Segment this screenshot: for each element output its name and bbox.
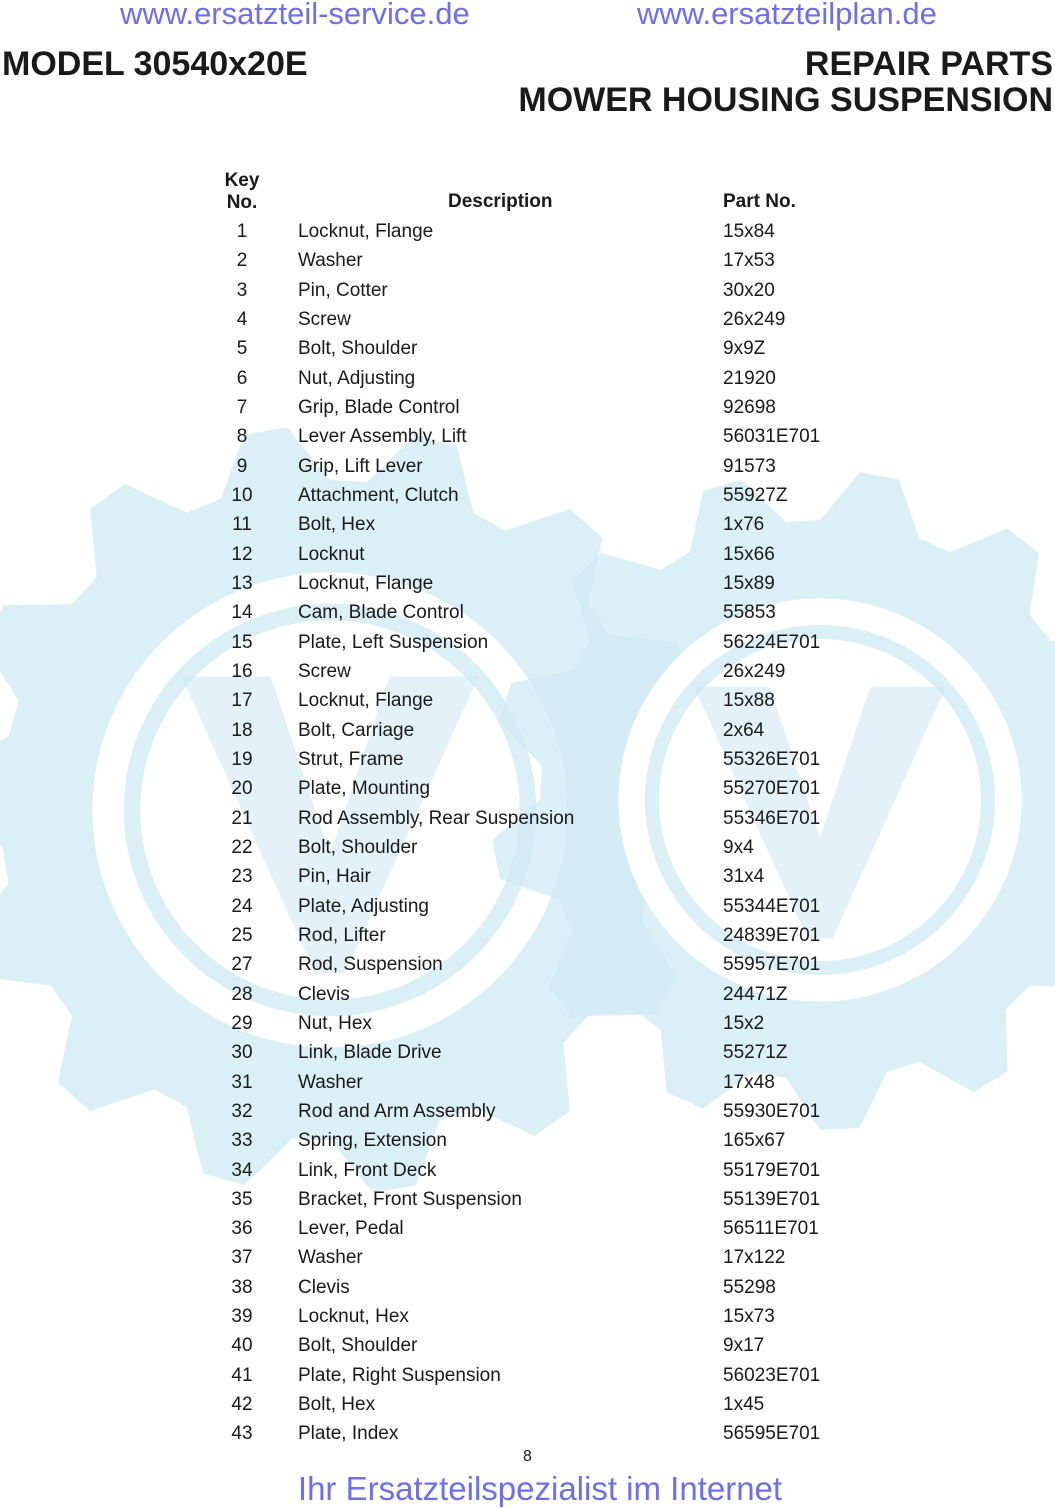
part-no-cell: 55326E701 xyxy=(723,748,821,770)
table-row xyxy=(0,922,1055,951)
description-cell: Strut, Frame xyxy=(298,748,404,770)
page-title: REPAIR PARTS xyxy=(804,45,1053,83)
part-no-cell: 31x4 xyxy=(723,866,765,888)
table-row xyxy=(0,1157,1055,1186)
description-cell: Locknut xyxy=(298,543,365,565)
key-no-cell: 30 xyxy=(231,1042,253,1064)
description-cell: Screw xyxy=(298,308,351,330)
table-row xyxy=(0,1186,1055,1215)
key-no-cell: 35 xyxy=(231,1188,253,1210)
part-no-cell: 15x88 xyxy=(723,690,775,712)
model-number: MODEL 30540x20E xyxy=(2,45,308,83)
key-no-cell: 2 xyxy=(236,250,248,272)
description-cell: Rod Assembly, Rear Suspension xyxy=(298,807,575,829)
watermark-link-right[interactable]: www.ersatzteilplan.de xyxy=(637,0,937,31)
table-row xyxy=(0,717,1055,746)
part-no-cell: 55930E701 xyxy=(723,1100,821,1122)
table-row xyxy=(0,658,1055,687)
part-no-cell: 56023E701 xyxy=(723,1364,821,1386)
part-no-cell: 26x249 xyxy=(723,660,786,682)
description-header: Description xyxy=(448,191,553,212)
key-no-cell: 25 xyxy=(231,924,253,946)
part-no-cell: 9x9Z xyxy=(723,338,766,360)
description-cell: Washer xyxy=(298,1071,363,1093)
key-no-cell: 8 xyxy=(236,426,248,448)
key-no-cell: 29 xyxy=(231,1012,253,1034)
key-no-cell: 10 xyxy=(231,484,253,506)
description-cell: Plate, Left Suspension xyxy=(298,631,489,653)
table-row xyxy=(0,687,1055,716)
table-row xyxy=(0,1010,1055,1039)
part-no-header: Part No. xyxy=(723,191,796,212)
description-cell: Cam, Blade Control xyxy=(298,602,464,624)
part-no-cell: 15x73 xyxy=(723,1306,775,1328)
part-no-cell: 55344E701 xyxy=(723,895,821,917)
key-no-cell: 17 xyxy=(231,690,253,712)
description-cell: Rod and Arm Assembly xyxy=(298,1100,496,1122)
description-cell: Link, Blade Drive xyxy=(298,1042,442,1064)
key-no-cell: 20 xyxy=(231,778,253,800)
description-cell: Plate, Index xyxy=(298,1423,399,1445)
part-no-cell: 15x84 xyxy=(723,221,775,242)
description-cell: Pin, Cotter xyxy=(298,279,388,301)
description-cell: Bolt, Carriage xyxy=(298,719,415,741)
table-row xyxy=(0,394,1055,423)
part-no-cell: 15x66 xyxy=(723,543,775,565)
table-row xyxy=(0,1098,1055,1127)
description-cell: Locknut, Hex xyxy=(298,1306,409,1328)
part-no-cell: 56511E701 xyxy=(723,1218,819,1240)
key-no-cell: 5 xyxy=(236,338,248,360)
key-no-cell: 36 xyxy=(231,1218,253,1240)
part-no-cell: 30x20 xyxy=(723,279,775,301)
key-no-cell: 16 xyxy=(231,660,253,682)
table-row xyxy=(0,599,1055,628)
key-no-cell: 42 xyxy=(231,1394,253,1416)
description-cell: Pin, Hair xyxy=(298,866,371,888)
description-cell: Bracket, Front Suspension xyxy=(298,1188,522,1210)
table-row xyxy=(0,1362,1055,1391)
table-row xyxy=(0,863,1055,892)
key-no-header xyxy=(222,170,262,214)
part-no-cell: 165x67 xyxy=(723,1130,786,1152)
table-row xyxy=(0,1215,1055,1244)
table-row xyxy=(0,482,1055,511)
part-no-cell: 17x48 xyxy=(723,1071,775,1093)
key-no-cell: 15 xyxy=(231,631,253,653)
description-cell: Bolt, Shoulder xyxy=(298,1335,418,1357)
part-no-cell: 15x2 xyxy=(723,1012,765,1034)
part-no-cell: 55298 xyxy=(723,1276,776,1298)
description-cell: Plate, Right Suspension xyxy=(298,1364,501,1386)
table-row xyxy=(0,423,1055,452)
description-cell: Plate, Adjusting xyxy=(298,895,429,917)
description-cell: Washer xyxy=(298,1247,363,1269)
part-no-cell: 55270E701 xyxy=(723,778,821,800)
part-no-cell: 55853 xyxy=(723,602,776,624)
table-row xyxy=(0,1332,1055,1361)
table-row xyxy=(0,629,1055,658)
key-header-line1: Key xyxy=(224,170,260,191)
description-cell: Plate, Mounting xyxy=(298,778,431,800)
part-no-cell: 91573 xyxy=(723,455,776,477)
table-row xyxy=(0,541,1055,570)
description-cell: Bolt, Shoulder xyxy=(298,836,418,858)
key-no-cell: 21 xyxy=(231,807,253,829)
part-no-cell: 9x17 xyxy=(723,1335,765,1357)
description-cell: Bolt, Hex xyxy=(298,1394,376,1416)
watermark-footer: Ihr Ersatzteilspezialist im Internet xyxy=(297,1470,783,1507)
table-row xyxy=(0,453,1055,482)
part-no-cell: 21920 xyxy=(723,367,776,389)
description-cell: Screw xyxy=(298,660,351,682)
description-cell: Grip, Blade Control xyxy=(298,396,460,418)
table-row xyxy=(0,511,1055,540)
table-row xyxy=(0,1420,1055,1449)
table-row xyxy=(0,805,1055,834)
part-no-cell: 15x89 xyxy=(723,572,775,594)
table-row xyxy=(0,306,1055,335)
key-no-cell: 4 xyxy=(236,308,248,330)
key-no-cell: 14 xyxy=(231,602,253,624)
table-row xyxy=(0,1039,1055,1068)
table-row xyxy=(0,277,1055,306)
description-cell: Locknut, Flange xyxy=(298,572,434,594)
key-header-line2: No. xyxy=(226,192,258,213)
part-no-cell: 9x4 xyxy=(723,836,754,858)
part-no-cell: 55139E701 xyxy=(723,1188,821,1210)
table-row xyxy=(0,981,1055,1010)
table-row xyxy=(0,1069,1055,1098)
key-no-cell: 13 xyxy=(231,572,253,594)
key-no-cell: 19 xyxy=(231,748,253,770)
table-row xyxy=(0,247,1055,276)
key-no-cell: 31 xyxy=(231,1071,253,1093)
key-no-cell: 3 xyxy=(236,279,248,301)
part-no-cell: 56031E701 xyxy=(723,426,821,448)
key-no-cell: 27 xyxy=(231,954,253,976)
key-no-cell: 22 xyxy=(231,836,253,858)
key-no-cell: 24 xyxy=(231,895,253,917)
part-no-cell: 17x122 xyxy=(723,1247,786,1269)
key-no-cell: 1 xyxy=(236,221,248,242)
description-cell: Nut, Hex xyxy=(298,1012,372,1034)
key-no-cell: 11 xyxy=(232,514,252,536)
part-no-cell: 17x53 xyxy=(723,250,775,272)
key-no-cell: 43 xyxy=(231,1423,253,1445)
description-cell: Nut, Adjusting xyxy=(298,367,416,389)
key-no-cell: 18 xyxy=(231,719,253,741)
table-row xyxy=(0,1127,1055,1156)
description-cell: Locknut, Flange xyxy=(298,221,434,242)
key-no-cell: 23 xyxy=(231,866,253,888)
part-no-cell: 55271Z xyxy=(723,1042,788,1064)
watermark-link-left[interactable]: www.ersatzteil-service.de xyxy=(120,0,470,31)
key-no-cell: 41 xyxy=(231,1364,253,1386)
table-row xyxy=(0,1391,1055,1420)
key-no-cell: 6 xyxy=(236,367,248,389)
key-no-cell: 37 xyxy=(231,1247,253,1269)
description-cell: Lever Assembly, Lift xyxy=(298,426,467,448)
key-no-cell: 32 xyxy=(231,1100,253,1122)
description-cell: Bolt, Hex xyxy=(298,514,376,536)
table-row xyxy=(0,365,1055,394)
table-row xyxy=(0,335,1055,364)
section-title: MOWER HOUSING SUSPENSION xyxy=(518,81,1053,119)
part-no-cell: 55346E701 xyxy=(723,807,821,829)
parts-table xyxy=(0,218,1055,1450)
part-no-cell: 56224E701 xyxy=(723,631,821,653)
description-cell: Washer xyxy=(298,250,363,272)
description-cell: Lever, Pedal xyxy=(298,1218,404,1240)
description-cell: Locknut, Flange xyxy=(298,690,434,712)
table-row xyxy=(0,570,1055,599)
description-cell: Spring, Extension xyxy=(298,1130,447,1152)
part-no-cell: 24839E701 xyxy=(723,924,821,946)
description-cell: Bolt, Shoulder xyxy=(298,338,418,360)
part-no-cell: 55957E701 xyxy=(723,954,821,976)
key-no-cell: 9 xyxy=(236,455,248,477)
key-no-cell: 12 xyxy=(231,543,253,565)
page-number: 8 xyxy=(523,1448,532,1465)
table-row xyxy=(0,746,1055,775)
description-cell: Link, Front Deck xyxy=(298,1159,437,1181)
description-cell: Attachment, Clutch xyxy=(298,484,459,506)
table-row xyxy=(0,834,1055,863)
table-row xyxy=(0,1303,1055,1332)
part-no-cell: 26x249 xyxy=(723,308,786,330)
part-no-cell: 56595E701 xyxy=(723,1423,821,1445)
key-no-cell: 7 xyxy=(236,396,248,418)
part-no-cell: 92698 xyxy=(723,396,776,418)
table-row xyxy=(0,1274,1055,1303)
key-no-cell: 39 xyxy=(231,1306,253,1328)
description-cell: Grip, Lift Lever xyxy=(298,455,423,477)
key-no-cell: 33 xyxy=(231,1130,253,1152)
description-cell: Rod, Lifter xyxy=(298,924,386,946)
part-no-cell: 55927Z xyxy=(723,484,788,506)
description-cell: Clevis xyxy=(298,1276,350,1298)
table-row xyxy=(0,893,1055,922)
key-no-cell: 40 xyxy=(231,1335,253,1357)
key-no-cell: 38 xyxy=(231,1276,253,1298)
description-cell: Rod, Suspension xyxy=(298,954,443,976)
part-no-cell: 2x64 xyxy=(723,719,765,741)
part-no-cell: 55179E701 xyxy=(723,1159,821,1181)
table-row xyxy=(0,218,1055,247)
table-row xyxy=(0,775,1055,804)
table-row xyxy=(0,951,1055,980)
key-no-cell: 28 xyxy=(231,983,253,1005)
description-cell: Clevis xyxy=(298,983,350,1005)
key-no-cell: 34 xyxy=(231,1159,253,1181)
part-no-cell: 1x45 xyxy=(723,1394,765,1416)
part-no-cell: 24471Z xyxy=(723,983,788,1005)
table-row xyxy=(0,1244,1055,1273)
part-no-cell: 1x76 xyxy=(723,514,765,536)
